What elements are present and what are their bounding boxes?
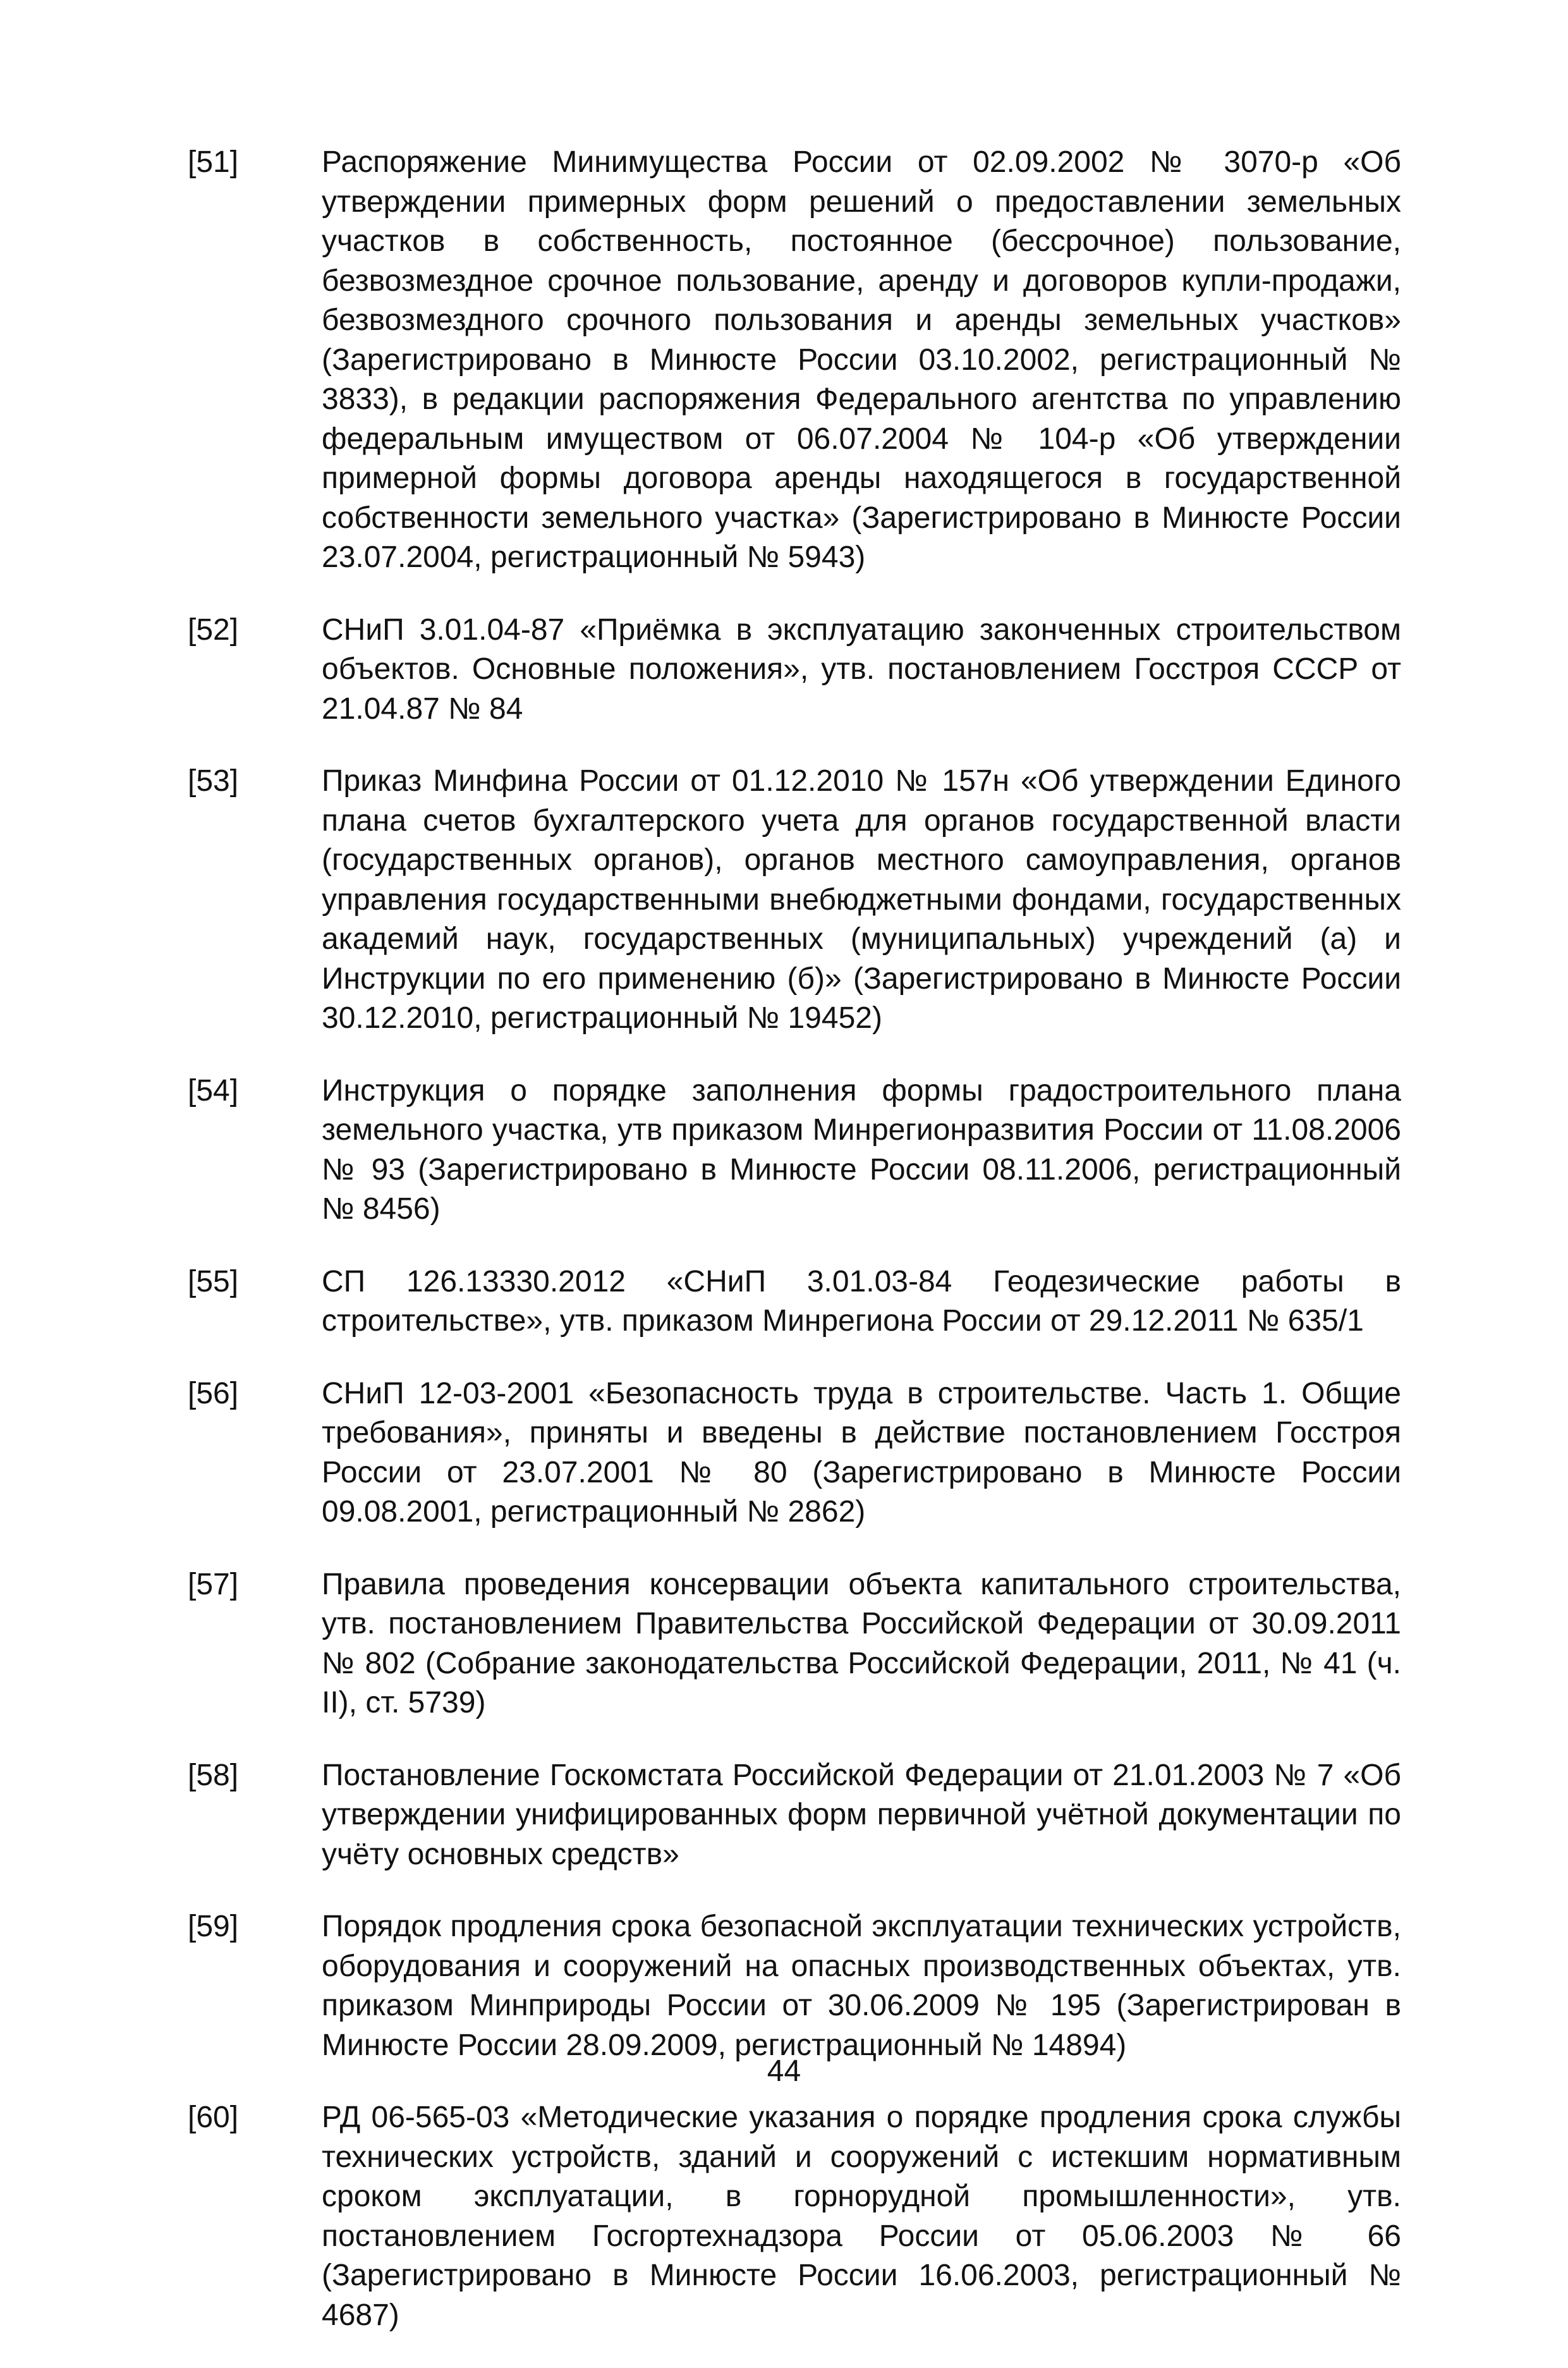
reference-item-58 [188, 1756, 1401, 1875]
reference-list [188, 143, 1401, 2368]
reference-number: [60] [188, 2101, 239, 2134]
reference-item-53 [188, 762, 1401, 1039]
reference-number: [58] [188, 1758, 239, 1792]
reference-number: [53] [188, 764, 239, 798]
reference-text: Распоряжение Минимущества России от 02.09.2002 № 3070-р «Об утверждении примерных форм решений о предоставлении земельных участков в собственность, постоянное (бессрочное) пользование, безвозмездное срочное пользование, аренду и договоров купли-продажи, безвозмездного срочного пользования и аренды земельных участков» (Зарегистрировано в Минюсте России 03.10.2002, регистрационный № 3833), в редакции распоряжения Федерального агентства по управлению федеральным имуществом от 06.07.2004 № 104-р «Об утверждении примерной формы договора аренды находящегося в государственной собственности земельного участка» (Зарегистрировано в Минюсте России 23.07.2004, регистрационный № 5943) [322, 145, 1401, 574]
page-number: 44 [767, 2054, 801, 2088]
reference-number: [57] [188, 1567, 239, 1601]
reference-text: СНиП 3.01.04-87 «Приёмка в эксплуатацию законченных строительством объектов. Основные положения», утв. постановлением Госстроя СССР от 21.04.87 № 84 [322, 613, 1401, 726]
reference-text: Постановление Госкомстата Российской Федерации от 21.01.2003 № 7 «Об утверждении унифицированных форм первичной учётной документации по учёту основных средств» [322, 1758, 1401, 1871]
reference-item-55 [188, 1262, 1401, 1341]
reference-text: Порядок продления срока безопасной эксплуатации технических устройств, оборудования и сооружений на опасных производственных объектах, утв. приказом Минприроды России от 30.06.2009 № 195 (Зарегистрирован в Минюсте России 28.09.2009, регистрационный № 14894) [322, 1910, 1401, 2062]
reference-item-59 [188, 1907, 1401, 2065]
reference-text: РД 06-565-03 «Методические указания о порядке продления срока службы технических устройств, зданий и сооружений с истекшим нормативным сроком эксплуатации, в горнорудной промышленности», утв. постановлением Госгортехнадзора России от 05.06.2003 № 66 (Зарегистрировано в Минюсте России 16.06.2003, регистрационный № 4687) [322, 2101, 1401, 2332]
reference-item-52 [188, 611, 1401, 729]
reference-item-57 [188, 1565, 1401, 1723]
reference-text: Приказ Минфина России от 01.12.2010 № 157н «Об утверждении Единого плана счетов бухгалтерского учета для органов государственной власти (государственных органов), органов местного самоуправления, органов управления государственными внебюджетными фондами, государственных академий наук, государственных (муниципальных) учреждений (а) и Инструкции по его применению (б)» (Зарегистрировано в Минюсте России 30.12.2010, регистрационный № 19452) [322, 764, 1401, 1035]
reference-number: [55] [188, 1264, 239, 1298]
reference-item-51 [188, 143, 1401, 578]
reference-item-56 [188, 1374, 1401, 1532]
reference-number: [52] [188, 613, 239, 647]
reference-text: СНиП 12-03-2001 «Безопасность труда в строительстве. Часть 1. Общие требования», приняты и введены в действие постановлением Госстроя России от 23.07.2001 № 80 (Зарегистрировано в Минюсте России 09.08.2001, регистрационный № 2862) [322, 1376, 1401, 1529]
reference-text: Инструкция о порядке заполнения формы градостроительного плана земельного участка, утв приказом Минрегионразвития России от 11.08.2006 № 93 (Зарегистрировано в Минюсте России 08.11.2006, регистрационный № 8456) [322, 1073, 1401, 1226]
reference-text: СП 126.13330.2012 «СНиП 3.01.03-84 Геодезические работы в строительстве», утв. приказом Минрегиона России от 29.12.2011 № 635/1 [322, 1264, 1401, 1338]
reference-number: [56] [188, 1376, 239, 1410]
reference-text: Правила проведения консервации объекта капитального строительства, утв. постановлением Правительства Российской Федерации от 30.09.2011 № 802 (Собрание законодательства Российской Федерации, 2011, № 41 (ч. II), ст. 5739) [322, 1567, 1401, 1719]
reference-number: [54] [188, 1073, 239, 1108]
reference-number: [51] [188, 145, 239, 179]
reference-item-54 [188, 1071, 1401, 1230]
reference-number: [59] [188, 1910, 239, 1943]
